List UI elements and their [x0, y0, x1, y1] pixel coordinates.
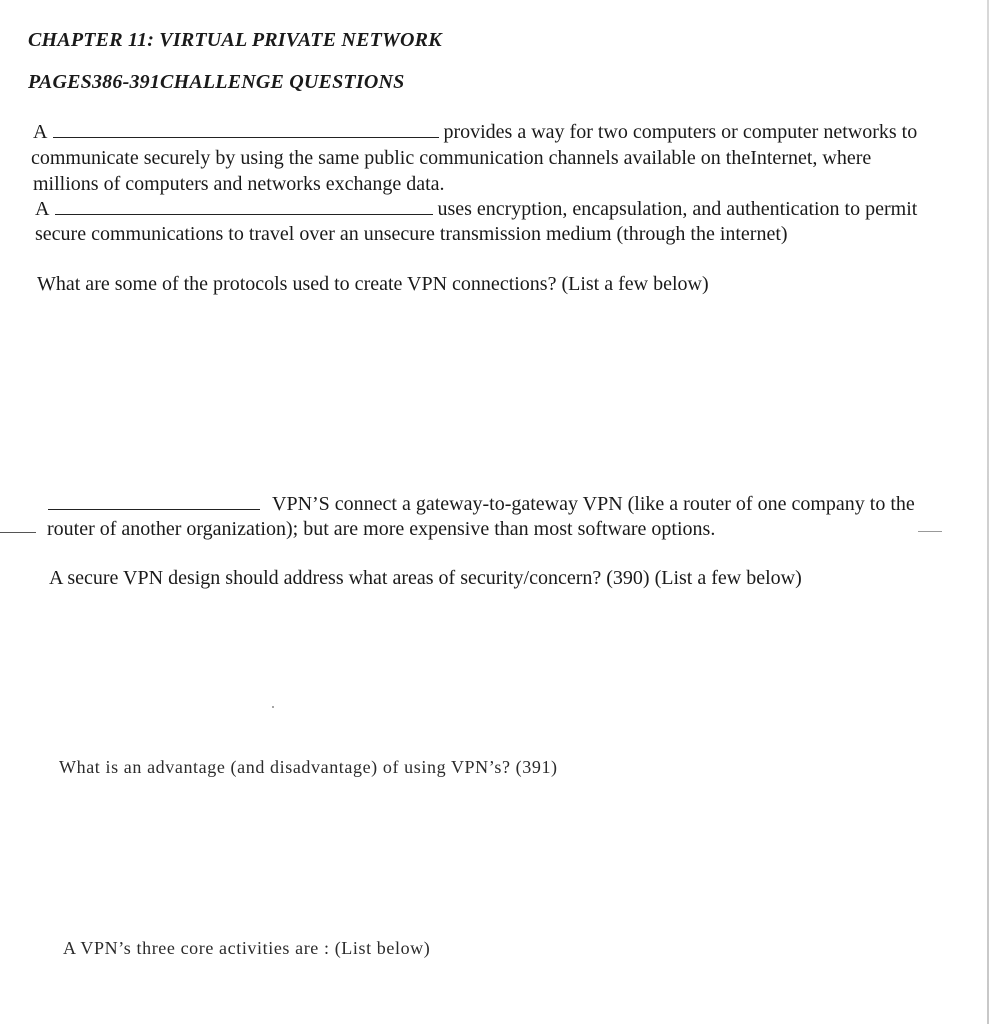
- q2-line1: [35, 197, 917, 221]
- q1-line2: communicate securely by using the same public communication channels available on theInternet, where: [31, 147, 872, 169]
- q4-line1-text: VPN’S connect a gateway-to-gateway VPN (like a router of one company to the: [272, 493, 915, 515]
- q2-line2: secure communications to travel over an unsecure transmission medium (through the internet): [35, 223, 788, 245]
- q1-answer-blank[interactable]: [53, 136, 439, 138]
- scan-artifact-left: [0, 532, 36, 533]
- q4-answer-blank[interactable]: [48, 508, 260, 510]
- scan-edge-shadow: [987, 0, 989, 1024]
- q1-line3: millions of computers and networks exchange data.: [33, 173, 445, 195]
- q4-line1: [42, 492, 915, 516]
- q4-line2: router of another organization); but are more expensive than most software options.: [47, 518, 716, 540]
- scan-artifact-right: [918, 531, 942, 532]
- q1-line1: [33, 120, 917, 144]
- q2-answer-blank[interactable]: [55, 213, 433, 215]
- q5-question: A secure VPN design should address what areas of security/concern? (390) (List a few below): [49, 567, 802, 589]
- pages-subtitle: PAGES386-391CHALLENGE QUESTIONS: [28, 71, 405, 93]
- q2-prefix: A: [35, 198, 50, 220]
- scan-speck: [272, 706, 274, 708]
- q7-question: A VPN’s three core activities are : (List below): [63, 938, 431, 958]
- q6-question: What is an advantage (and disadvantage) of using VPN’s? (391): [59, 757, 558, 777]
- chapter-title: CHAPTER 11: VIRTUAL PRIVATE NETWORK: [28, 29, 442, 51]
- q1-prefix: A: [33, 121, 48, 143]
- q3-question: What are some of the protocols used to create VPN connections? (List a few below): [37, 273, 709, 295]
- q2-line1-text: uses encryption, encapsulation, and authentication to permit: [437, 198, 918, 220]
- q1-line1-text: provides a way for two computers or computer networks to: [443, 121, 918, 143]
